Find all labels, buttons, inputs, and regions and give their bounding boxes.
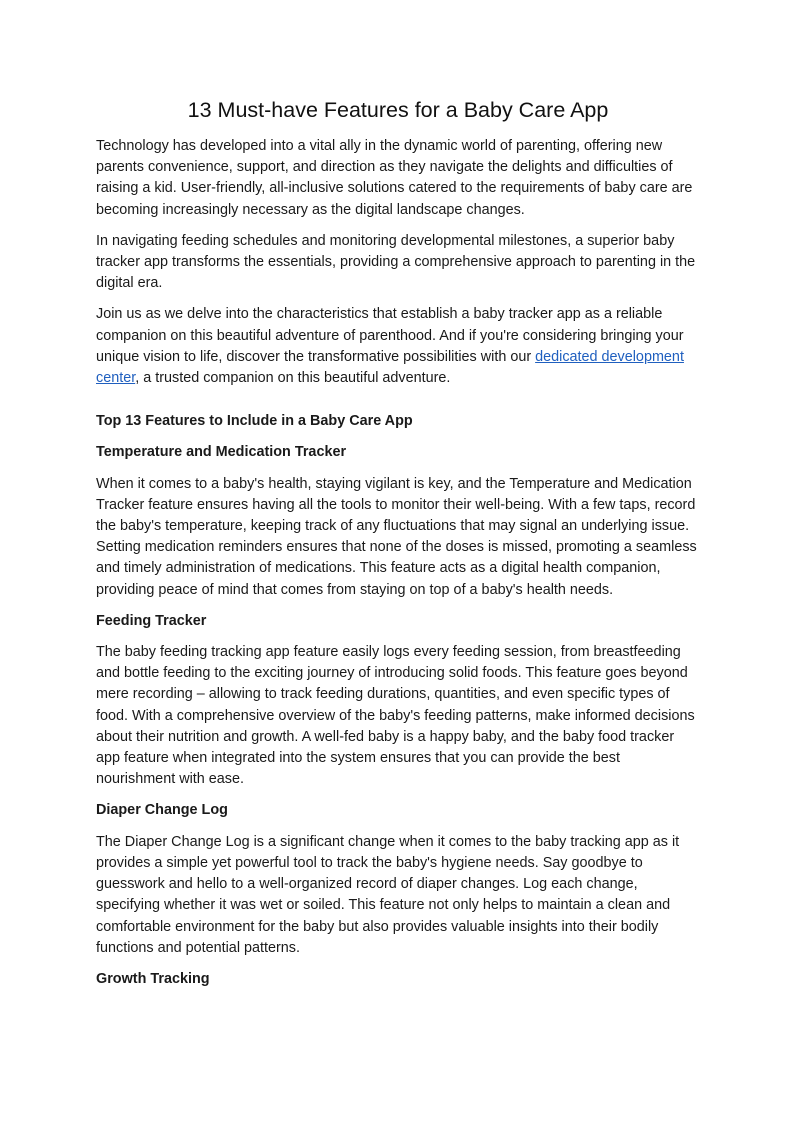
- join-paragraph: [96, 304, 700, 389]
- page-title: 13 Must-have Features for a Baby Care App: [187, 98, 609, 122]
- features-heading: Top 13 Features to Include in a Baby Care App: [96, 413, 413, 430]
- section-body-feeding: The baby feeding tracking app feature easily logs every feeding session, from breastfeeding and bottle feeding to the exciting journey of introducing solid foods. This feature goes beyond mere recording – allowing to track feeding durations, quantities, and even specific types of food. With a comprehensive overview of the baby's feeding patterns, make informed decisions about their nutrition and growth. A well-fed baby is a happy baby, and the baby food tracker app feature when integrated into the system ensures that you can provide the best nourishment with ease.: [96, 644, 695, 788]
- document-page: [96, 96, 700, 1000]
- join-paragraph-text-after: , a trusted companion on this beautiful adventure.: [135, 370, 451, 387]
- section-heading-temperature: Temperature and Medication Tracker: [96, 444, 347, 461]
- section-body-diaper: The Diaper Change Log is a significant change when it comes to the baby tracking app as it provides a simple yet powerful tool to track the baby's hygiene needs. Say goodbye to guesswork and hello to a well-organized record of diaper changes. Log each change, specifying whether it was wet or soiled. This feature not only helps to maintain a clean and comfortable environment for the baby but also provides valuable insights into their bodily functions and potential patterns.: [96, 833, 680, 956]
- dedicated-development-center-link[interactable]: dedicated development center: [96, 348, 684, 387]
- join-paragraph-text-before: Join us as we delve into the characteristics that establish a baby tracker app as a reliable companion on this beautiful adventure of parenthood. And if you're considering bringing your unique vision to life, discover the transformative possibilities with our: [96, 306, 684, 365]
- section-heading-diaper: Diaper Change Log: [96, 802, 228, 819]
- intro-paragraph-2: In navigating feeding schedules and monitoring developmental milestones, a superior baby tracker app transforms the essentials, providing a comprehensive approach to parenting in the digital era.: [96, 232, 696, 292]
- section-body-temperature: When it comes to a baby's health, staying vigilant is key, and the Temperature and Medication Tracker feature ensures having all the tools to monitor their well-being. With a few taps, record the baby's temperature, keeping track of any fluctuations that may signal an underlying issue. Setting medication reminders ensures that none of the doses is missed, promoting a seamless and timely administration of medications. This feature acts as a digital health companion, providing peace of mind that comes from staying on top of a baby's health needs.: [96, 475, 697, 598]
- section-heading-growth: Growth Tracking: [96, 970, 210, 987]
- intro-paragraph-1: Technology has developed into a vital ally in the dynamic world of parenting, offering new parents convenience, support, and direction as they navigate the delights and difficulties of raising a kid. User-friendly, all-inclusive solutions catered to the requirements of baby care are becoming increasingly necessary as the digital landscape changes.: [96, 138, 693, 218]
- section-heading-feeding: Feeding Tracker: [96, 612, 207, 629]
